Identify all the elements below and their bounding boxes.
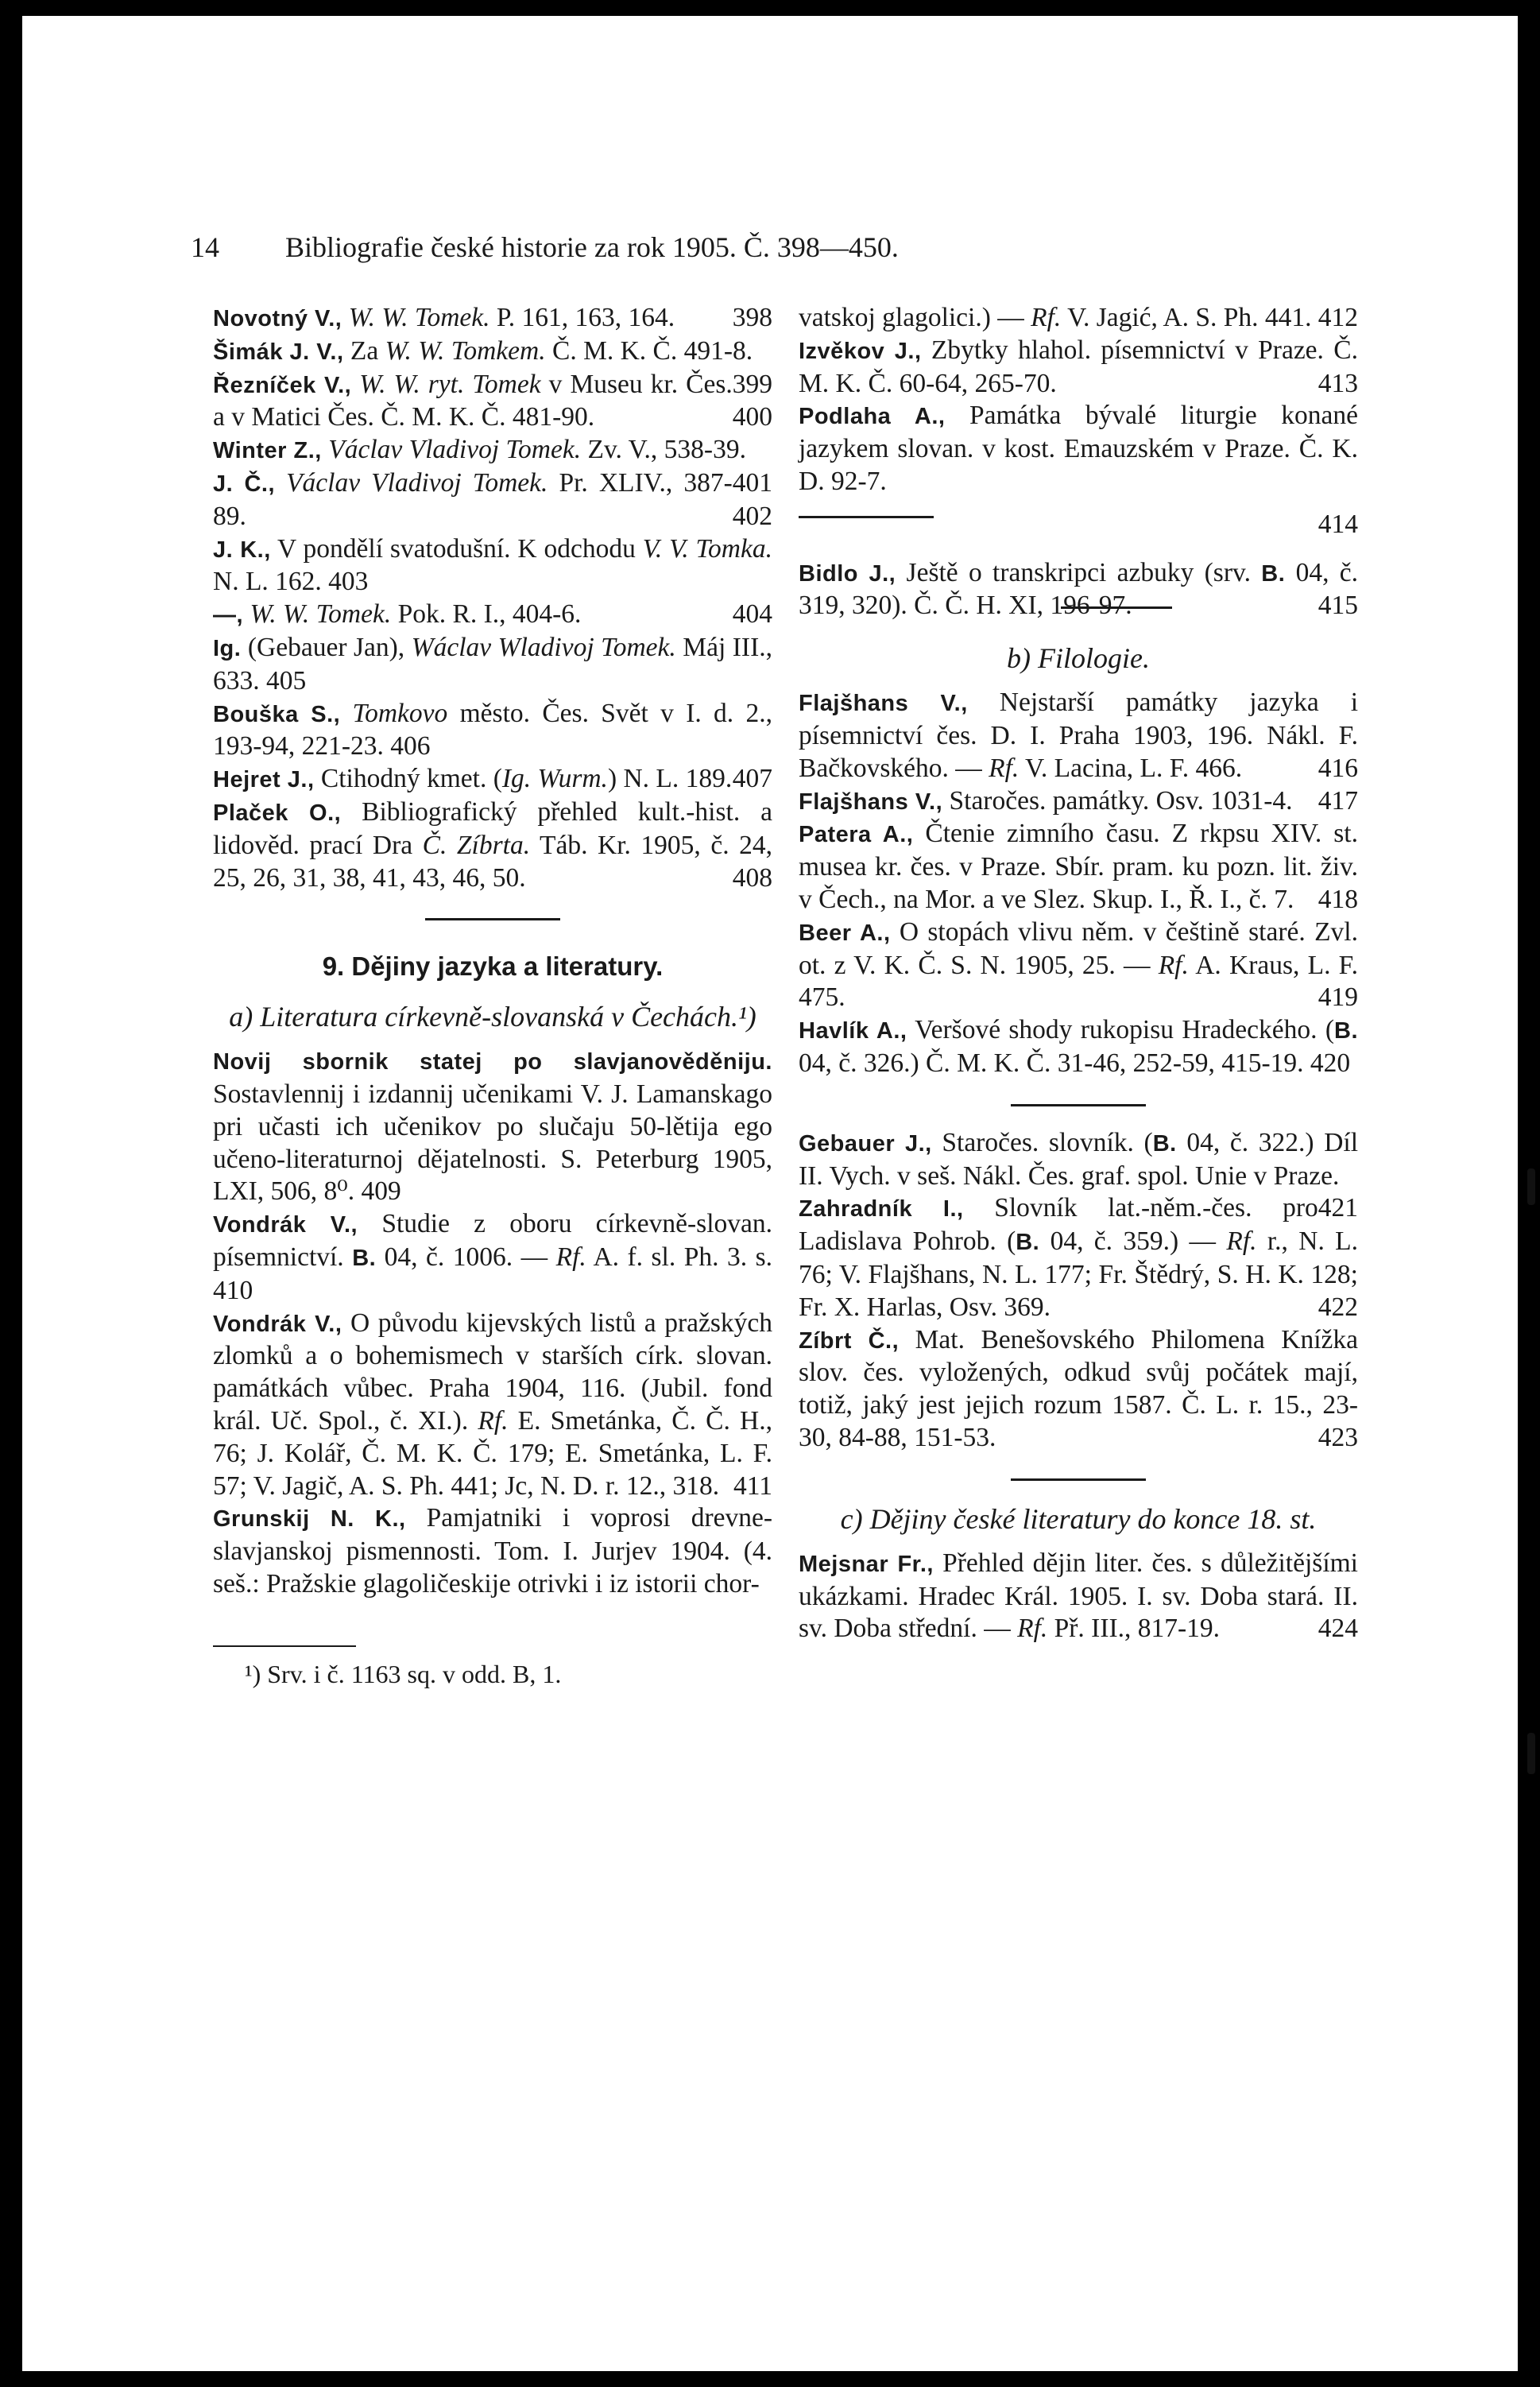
edge-mark <box>1527 1168 1535 1205</box>
bibliography-entry: Gebauer J., Staročes. slovník. (B. 04, č. 322.) Díl II. Vych. v seš. Nákl. Čes. graf. spol. Unie v Praze. 421 <box>799 1127 1358 1223</box>
right-entries-b <box>799 557 1358 623</box>
bibliography-entry: Izvěkov J., Zbytky hlahol. písemnictví v Praze. Č. M. K. Č. 60-64, 265-70. 413 <box>799 335 1358 398</box>
footnote-rule <box>213 1645 356 1647</box>
header-title: Bibliografie české historie za rok 1905. Č. 398—450. <box>285 231 899 263</box>
bibliography-entry: Winter Z., Václav Vladivoj Tomek. Zv. V., 538-39. 401 <box>213 435 772 498</box>
edge-mark <box>1527 1733 1535 1774</box>
bibliography-entry: Grunskij N. K., Pamjatniki i voprosi drevne-slavjanskoj pismennosti. Tom. I. Jurjev 1904. (4. seš.: Pražskie glagoličeskije otrivki i iz istorii chor- <box>213 1503 772 1598</box>
bibliography-entry: Mejsnar Fr., Přehled dějin liter. čes. s důležitějšími ukázkami. Hradec Král. 1905. I. sv. Doba stará. II. sv. Doba střední. — Rf. Př. III., 817-19. 424 <box>799 1548 1358 1644</box>
left-entries-2 <box>213 1045 772 1601</box>
section-title: 9. Dějiny jazyka a literatury. <box>322 951 664 982</box>
bibliography-entry: Flajšhans V., Staročes. památky. Osv. 1031-4. 417 <box>799 785 1358 816</box>
right-entries-a <box>799 302 1358 498</box>
bibliography-entry: Havlík A., Veršové shody rukopisu Hradeckého. (B. 04, č. 326.) Č. M. K. Č. 31-46, 252-59, 415-19. 420 <box>799 1015 1358 1078</box>
subsection-a-title: a) Literatura církevně-slovanská v Čechách.¹) <box>229 1001 756 1033</box>
subsection-c-title: c) Dějiny české literatury do konce 18. st. <box>840 1502 1317 1535</box>
bibliography-entry: Zahradník I., Slovník lat.-něm.-čes. pro Ladislava Pohrob. (B. 04, č. 359.) — Rf. r., N. L. 76; V. Flajšhans, N. L. 177; Fr. Štědrý, S. H. K. 128; Fr. X. Harlas, Osv. 369. 422 <box>799 1193 1359 1322</box>
bibliography-entry: J. K., V pondělí svatodušní. K odchodu V. V. Tomka. N. L. 162. 403 <box>213 533 772 597</box>
section-separator <box>425 918 560 920</box>
right-entries-e <box>799 1548 1358 1645</box>
bibliography-entry: Ig. (Gebauer Jan), Wáclav Wladivoj Tomek. Máj III., 633. 405 <box>213 632 772 696</box>
bibliography-entry: Flajšhans V., Nejstarší památky jazyka i písemnictví čes. D. I. Praha 1903, 196. Nákl. F. Bačkovského. — Rf. V. Lacina, L. F. 466. 416 <box>799 688 1359 783</box>
bibliography-entry: Patera A., Čtenie zimního času. Z rkpsu XIV. st. musea kr. čes. v Praze. Sbír. pram. ku pozn. lit. živ. v Čech., na Mor. a ve Slez. Skup. I., Ř. I., č. 7. 418 <box>799 819 1358 914</box>
running-header <box>191 231 1224 264</box>
bibliography-entry: Novij sbornik statej po slavjanověděniju. Sostavlennij i izdannij učenikami V. J. Lamanskago pri učasti ich učenikov po slučaju 50-lětija ego učeno-literaturnoj dějatelnosti. S. Peterburg 1905, LXI, 506, 8⁰. 409 <box>213 1049 772 1207</box>
bibliography-entry: vatskoj glagolici.) — Rf. V. Jagić, A. S. Ph. 441. 412 <box>799 303 1358 332</box>
bibliography-entry: Beer A., O stopách vlivu něm. v češtině staré. Zvl. ot. z V. K. Č. S. N. 1905, 25. — Rf. A. Kraus, L. F. 475. 419 <box>799 916 1358 1013</box>
bibliography-entry: Šimák J. V., Za W. W. Tomkem. Č. M. K. Č. 491-8. 399 <box>213 335 772 399</box>
bibliography-entry: —, W. W. Tomek. Pok. R. I., 404-6. 404 <box>213 599 772 630</box>
left-entries <box>213 302 772 894</box>
section-separator-3 <box>1011 1478 1146 1481</box>
bibliography-entry: J. Č., Václav Vladivoj Tomek. Pr. XLIV., 387-89. 402 <box>213 467 772 531</box>
bibliography-entry: Hejret J., Ctihodný kmet. (Ig. Wurm.) N. L. 189. 407 <box>213 764 772 794</box>
bibliography-entry: Vondrák V., Studie z oboru církevně-slovan. písemnictví. B. 04, č. 1006. — Rf. A. f. sl. Ph. 3. s. 410 <box>213 1209 773 1305</box>
subsection-b-title: b) Filologie. <box>1007 642 1150 675</box>
bibliography-entry: Bouška S., Tomkovo město. Čes. Svět v I. d. 2., 193-94, 221-23. 406 <box>213 698 773 761</box>
bibliography-entry: Bidlo J., Ještě o transkripci azbuky (srv. B. 04, č. 319, 320). Č. Č. H. XI, 196-97. 415 <box>799 557 1359 621</box>
footnote: ¹) Srv. i č. 1163 sq. v odd. B, 1. <box>245 1659 562 1688</box>
bibliography-entry: Zíbrt Č., Mat. Benešovského Philomena Knížka slov. čes. vyložených, odkud svůj počátek mají, totiž, jaký jest jejich rozum 1587. Č. L. r. 15., 23-30, 84-88, 151-53. 423 <box>799 1324 1358 1452</box>
bibliography-entry: Podlaha A., Památka bývalé liturgie konané jazykem slovan. v kost. Emauzském v Praze. Č. K. D. 92-7. <box>799 401 1358 496</box>
right-column <box>799 302 1358 1645</box>
right-entries-c <box>799 687 1358 1080</box>
bibliography-entry: Řezníček V., W. W. ryt. Tomek v Museu kr. Čes. a v Matici Čes. Č. M. K. Č. 481-90. 400 <box>213 369 772 432</box>
right-entries-d <box>799 1127 1358 1455</box>
left-column <box>213 302 772 1690</box>
entry-number-414: 414 <box>1318 509 1358 539</box>
bibliography-entry: Plaček O., Bibliografický přehled kult.-hist. a lidověd. prací Dra Č. Zíbrta. Táb. Kr. 1905, č. 24, 25, 26, 31, 38, 41, 43, 46, 50. 408 <box>213 796 772 893</box>
bibliography-entry: Vondrák V., O původu kijevských listů a pražských zlomků a o bohemismech v starších círk. slovan. památkách vůbec. Praha 1904, 116. (Jubil. fond král. Uč. Spol., č. XI.). Rf. E. Smetánka, Č. Č. H., 76; J. Kolář, Č. M. K. Č. 179; E. Smetánka, L. F. 57; V. Jagič, A. S. Ph. 441; Jc, N. D. r. 12., 318. 411 <box>213 1308 772 1501</box>
page-number: 14 <box>191 231 219 263</box>
bibliography-entry: Novotný V., W. W. Tomek. P. 161, 163, 164. 398 <box>213 303 772 332</box>
section-separator-2 <box>1011 1104 1146 1106</box>
